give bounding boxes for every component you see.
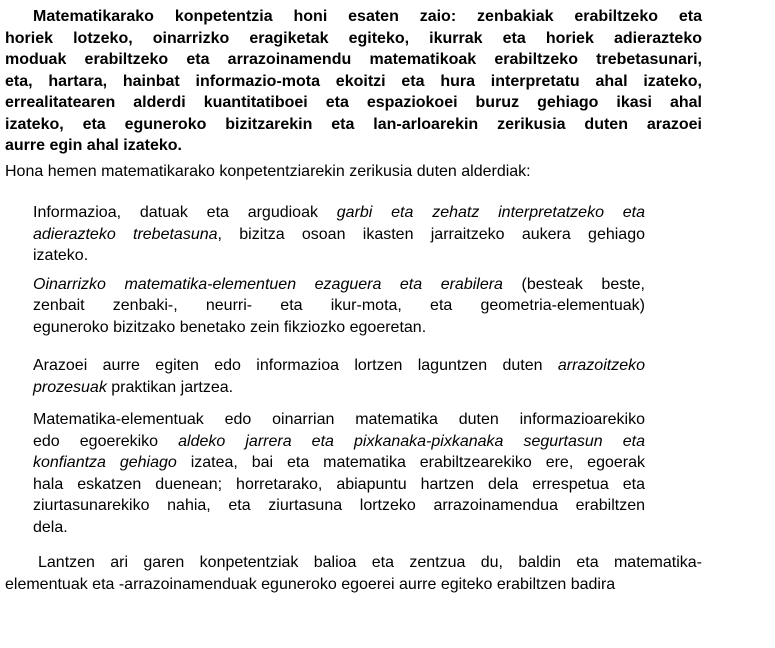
italic-text-segment: Oinarrizko matematika-elementuen ezaguera eta erabilera [33, 275, 503, 293]
text-segment: praktikan jartzea. [106, 378, 234, 396]
text-line [33, 295, 645, 317]
text-segment: hala eskatzen duenean; horretarako, abiapuntu hartzen dela errespetua eta [33, 475, 645, 493]
text-segment: izatea, bai eta matematika erabiltzearekiko ere, egoerak [176, 454, 646, 471]
text-segment: Informazioa, datuak eta argudioak [33, 204, 337, 221]
text-line [33, 431, 645, 453]
intro-paragraph [5, 6, 702, 157]
text-line [33, 409, 645, 431]
text-segment: ziurtasunarekiko nahia, eta ziurtasuna lortzeko arrazoinamendua erabiltzen [33, 497, 645, 514]
text-line [5, 552, 702, 574]
text-line [5, 49, 702, 71]
text-line [33, 274, 645, 296]
italic-text-segment: adierazteko trebetasuna [33, 225, 218, 243]
text-line [33, 377, 645, 399]
text-line [5, 28, 702, 50]
italic-text-segment: garbi eta zehatz interpretatzeko eta [336, 204, 645, 221]
text-segment: dela. [33, 518, 68, 536]
text-segment: izateko. [33, 247, 89, 264]
text-line [33, 474, 645, 496]
text-segment: (besteak beste, [502, 275, 645, 293]
text-segment: Lantzen ari garen konpetentziak balioa eta zentzua du, baldin eta matematika- [38, 554, 702, 571]
text-line [33, 495, 645, 517]
text-line [5, 6, 702, 28]
text-segment: zenbait zenbaki-, neurri- eta ikur-mota, eta geometria-elementuak) [33, 297, 645, 314]
text-line [5, 135, 702, 157]
text-line [5, 574, 702, 596]
text-segment: Matematika-elementuak edo oinarrian matematika duten informazioarekiko [33, 411, 645, 428]
text-line [33, 355, 645, 377]
closing-paragraph [5, 552, 702, 595]
italic-text-segment: arrazoitzeko [557, 357, 645, 374]
italic-text-segment: prozesuak [33, 378, 107, 396]
text-segment: Matematikarako konpetentzia honi esaten zaio: zenbakiak erabiltzeko eta [33, 8, 702, 25]
text-line [33, 452, 645, 474]
list-item-information [33, 202, 645, 267]
text-segment: Arazoei aurre egiten edo informazioa lortzen laguntzen duten [33, 357, 558, 374]
text-segment: elementuak eta -arrazoinamenduak eguneroko egoerei aurre egiteko erabiltzen badira [5, 575, 616, 593]
text-segment: aurre egin ahal izateko. [5, 137, 182, 154]
text-line [33, 317, 645, 339]
italic-text-segment: konfiantza gehiago [33, 454, 177, 471]
text-line [33, 245, 645, 267]
italic-text-segment: aldeko jarrera eta pixkanaka-pixkanaka segurtasun eta [178, 432, 646, 450]
text-segment: horiek lotzeko, oinarrizko eragiketak egiteko, ikurrak eta horiek adierazteko [5, 29, 702, 47]
text-line [33, 224, 645, 246]
text-segment: , bizitza osoan ikasten jarraitzeko aukera gehiago [217, 225, 645, 243]
lead-in-line: Hona hemen matematikarako konpetentziarekin zerikusia duten alderdiak: [5, 162, 531, 180]
text-line [33, 202, 645, 224]
text-line [5, 71, 702, 93]
text-segment: eta, hartara, hainbat informazio-mota ekoitzi eta hura interpretatu ahal izateko, [5, 72, 702, 90]
text-segment: edo egoerekiko [33, 432, 179, 450]
list-item-basic-elements [33, 274, 645, 339]
text-segment: eguneroko bizitzako benetako zein fikziozko egoeretan. [33, 318, 427, 336]
list-item-attitude [33, 409, 645, 538]
text-line [5, 92, 702, 114]
text-segment: izateko, eta eguneroko bizitzarekin eta lan-arloarekin zerikusia duten arazoei [5, 115, 702, 133]
text-line [33, 517, 645, 539]
list-item-reasoning-processes [33, 355, 645, 398]
text-segment: moduak erabiltzeko eta arrazoinamendu matematikoak erabiltzeko trebetasunari, [5, 51, 702, 68]
text-segment: errealitatearen alderdi kuantitatiboei eta espaziokoei buruz gehiago ikasi ahal [5, 94, 702, 111]
text-line [5, 114, 702, 136]
